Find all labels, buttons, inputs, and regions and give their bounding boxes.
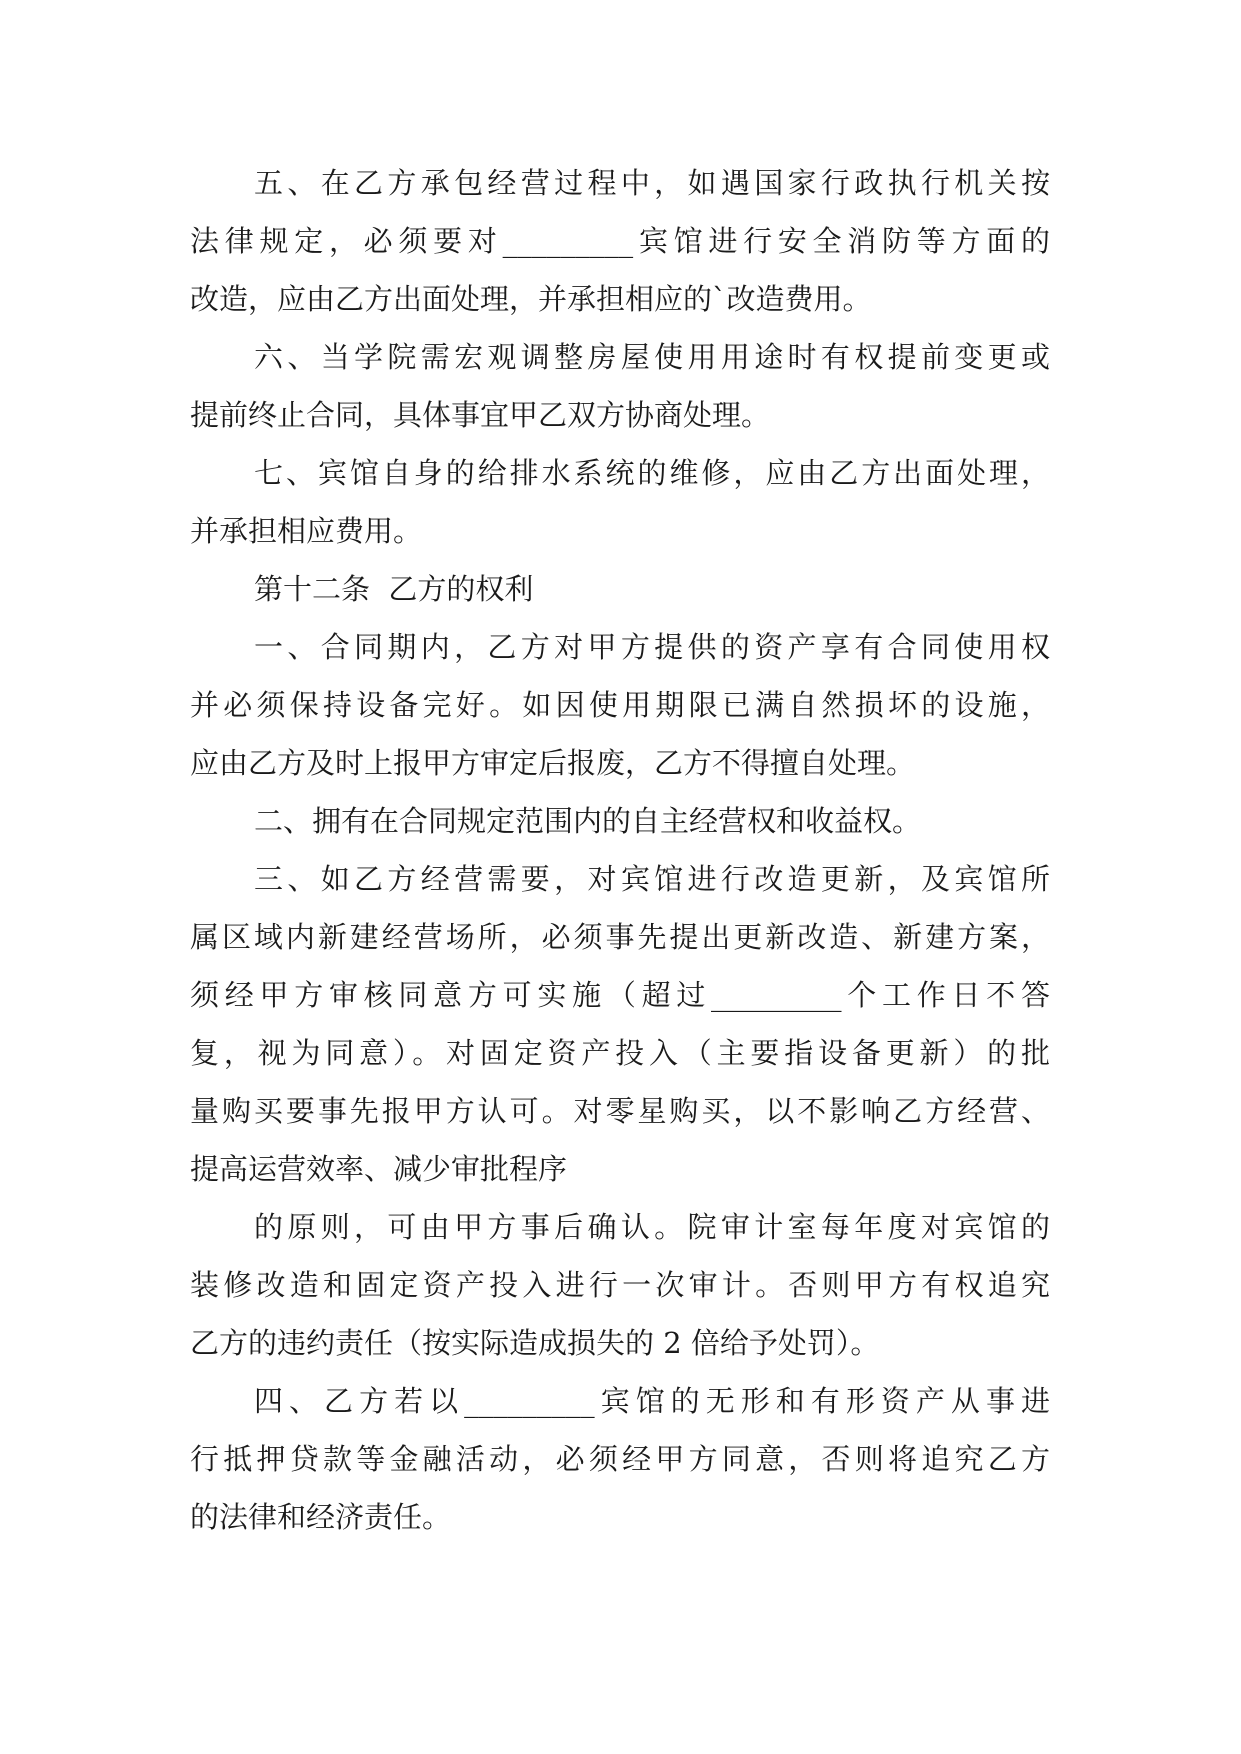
text-line: 乙方的违约责任（按实际造成损失的 2 倍给予处罚）。	[190, 1326, 880, 1360]
text-line: 提前终止合同，具体事宜甲乙双方协商处理。	[190, 398, 771, 432]
text-line: 三、如乙方经营需要，对宾馆进行改造更新，及宾馆所	[254, 862, 1050, 896]
text-line: 须经甲方审核同意方可实施（超过_________个工作日不答	[190, 978, 1050, 1012]
text-line: 复，视为同意）。对固定资产投入（主要指设备更新）的批	[190, 1036, 1050, 1070]
text-line: 并必须保持设备完好。如因使用期限已满自然损坏的设施，	[190, 688, 1050, 722]
section-heading: 第十二条 乙方的权利	[254, 572, 534, 606]
text-line: 七、宾馆自身的给排水系统的维修，应由乙方出面处理，	[254, 456, 1050, 490]
text-line: 的原则，可由甲方事后确认。院审计室每年度对宾馆的	[254, 1210, 1050, 1244]
text-line: 应由乙方及时上报甲方审定后报废，乙方不得擅自处理。	[190, 746, 916, 780]
text-line: 的法律和经济责任。	[190, 1500, 452, 1534]
text-line: 改造，应由乙方出面处理，并承担相应的`改造费用。	[190, 282, 872, 316]
text-line: 提高运营效率、减少审批程序	[190, 1152, 568, 1186]
text-line: 行抵押贷款等金融活动，必须经甲方同意，否则将追究乙方	[190, 1442, 1050, 1476]
text-line: 五、在乙方承包经营过程中，如遇国家行政执行机关按	[254, 166, 1050, 200]
document-body	[190, 154, 1050, 1546]
text-line: 一、合同期内，乙方对甲方提供的资产享有合同使用权	[254, 630, 1050, 664]
text-line: 装修改造和固定资产投入进行一次审计。否则甲方有权追究	[190, 1268, 1050, 1302]
text-line: 四、乙方若以_________宾馆的无形和有形资产从事进	[254, 1384, 1050, 1418]
text-line: 属区域内新建经营场所，必须事先提出更新改造、新建方案，	[190, 920, 1050, 954]
text-line: 六、当学院需宏观调整房屋使用用途时有权提前变更或	[254, 340, 1050, 374]
text-line: 量购买要事先报甲方认可。对零星购买，以不影响乙方经营、	[190, 1094, 1050, 1128]
text-line: 并承担相应费用。	[190, 514, 423, 548]
text-line: 法律规定，必须要对_________宾馆进行安全消防等方面的	[190, 224, 1050, 258]
text-line: 二、拥有在合同规定范围内的自主经营权和收益权。	[254, 804, 922, 838]
